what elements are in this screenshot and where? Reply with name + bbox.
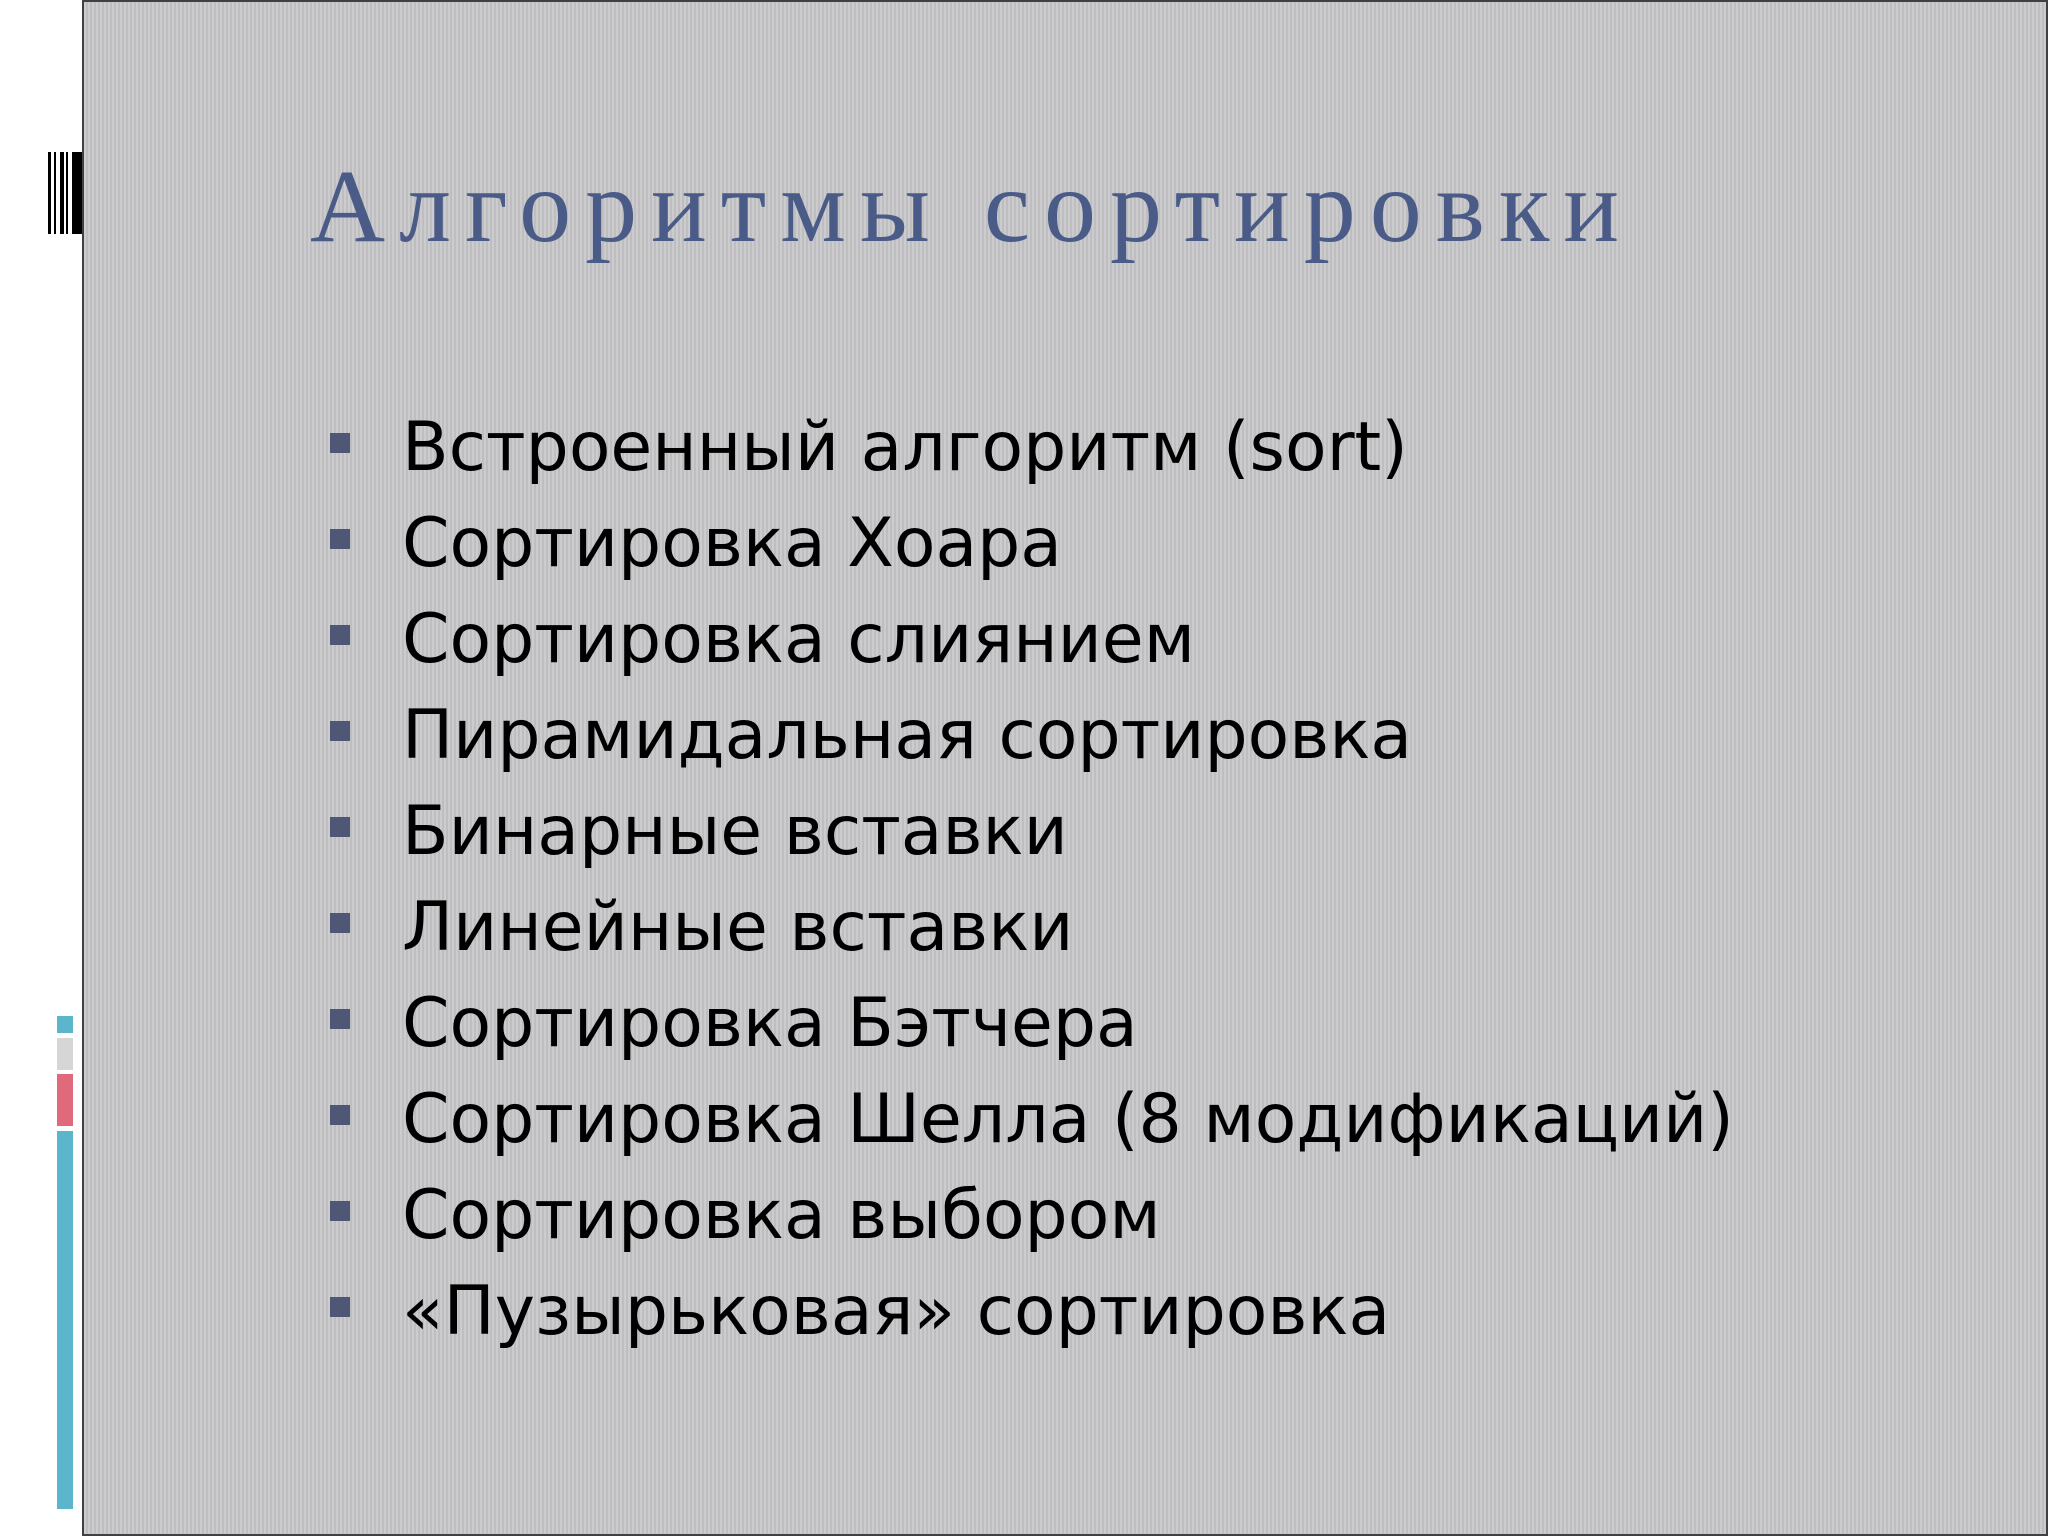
accent-bar-blue-long xyxy=(57,1131,73,1509)
barcode-icon xyxy=(48,152,82,234)
square-bullet-icon xyxy=(330,433,350,453)
list-item-text: Встроенный алгоритм (sort) xyxy=(402,408,1408,487)
slide xyxy=(82,0,2048,1536)
square-bullet-icon xyxy=(330,1009,350,1029)
square-bullet-icon xyxy=(330,913,350,933)
square-bullet-icon xyxy=(330,1201,350,1221)
square-bullet-icon xyxy=(330,529,350,549)
list-item-text: Линейные вставки xyxy=(402,888,1074,967)
square-bullet-icon xyxy=(330,817,350,837)
square-bullet-icon xyxy=(330,625,350,645)
square-bullet-icon xyxy=(330,721,350,741)
list-item-text: Сортировка Бэтчера xyxy=(402,984,1138,1063)
accent-bar-red xyxy=(57,1074,73,1126)
list-item-text: Сортировка Хоара xyxy=(402,504,1062,583)
list-item-text: Пирамидальная сортировка xyxy=(402,696,1413,775)
list-item-text: Сортировка слиянием xyxy=(402,600,1195,679)
list-item-text: Сортировка Шелла (8 модификаций) xyxy=(402,1080,1734,1159)
list-item-text: Бинарные вставки xyxy=(402,792,1068,871)
left-decoration-strip xyxy=(0,0,82,1536)
list-item-text: Сортировка выбором xyxy=(402,1176,1161,1255)
slide-title: Алгоритмы сортировки xyxy=(310,149,1634,264)
square-bullet-icon xyxy=(330,1105,350,1125)
list-item-text: «Пузырьковая» сортировка xyxy=(402,1272,1391,1351)
accent-bar-gray xyxy=(57,1038,73,1070)
square-bullet-icon xyxy=(330,1297,350,1317)
accent-bar-blue-small xyxy=(57,1016,73,1033)
